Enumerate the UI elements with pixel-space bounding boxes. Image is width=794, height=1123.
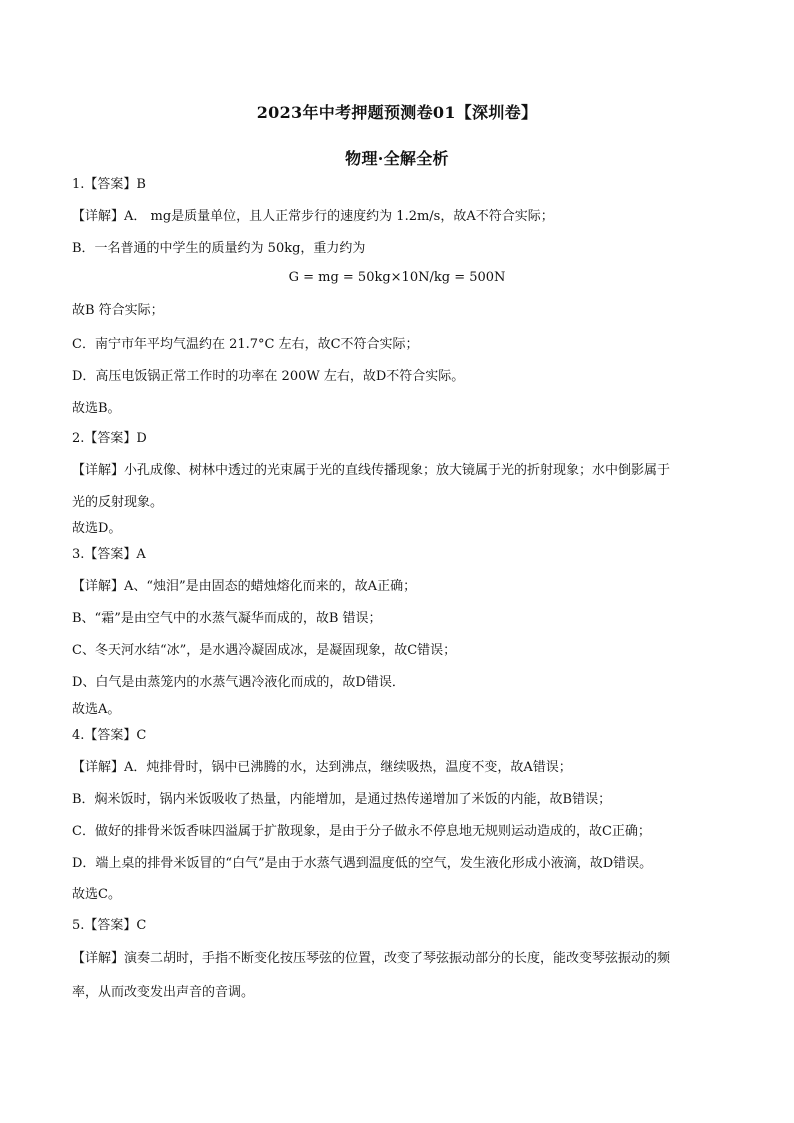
answer-3-heading: 3.【答案】A: [72, 547, 146, 562]
answer-1-detail-b: B．一名普通的中学生的质量约为 50kg，重力约为: [72, 241, 366, 256]
gravity-equation: G = mg = 50kg×10N/kg = 500N: [288, 270, 506, 285]
answer-1-detail-b-conclusion: 故B 符合实际；: [72, 303, 164, 318]
answer-1-detail-a: 【详解】A． mg是质量单位，且人正常步行的速度约为 1.2m/s，故A不符合实际；: [72, 209, 554, 224]
answer-5-detail-2: 率，从而改变发出声音的音调。: [72, 985, 255, 1000]
answer-1-heading: 1.【答案】B: [72, 177, 146, 192]
answer-1-detail-c: C．南宁市年平均气温约在 21.7°C 左右，故C不符合实际；: [72, 337, 419, 352]
answer-4-detail-a: 【详解】A．炖排骨时，锅中已沸腾的水，达到沸点，继续吸热，温度不变，故A错误；: [72, 760, 572, 775]
answer-4-detail-b: B．焖米饭时，锅内米饭吸收了热量，内能增加，是通过热传递增加了米饭的内能，故B错误；: [72, 792, 612, 807]
answer-4-heading: 4.【答案】C: [72, 728, 147, 743]
answer-1-choice: 故选B。: [72, 401, 121, 416]
answer-5-detail-1: 【详解】演奏二胡时，手指不断变化按压琴弦的位置，改变了琴弦振动部分的长度，能改变琴弦振动的频: [72, 951, 671, 966]
answer-4-detail-d: D．端上桌的排骨米饭冒的“白气”是由于水蒸气遇到温度低的空气，发生液化形成小液滴，故D错误。: [72, 856, 653, 871]
answer-2-detail-1: 【详解】小孔成像、树林中透过的光束属于光的直线传播现象；放大镜属于光的折射现象；水中倒影属于: [72, 463, 671, 478]
answer-3-detail-c: C、冬天河水结“冰”，是水遇冷凝固成冰，是凝固现象，故C错误；: [72, 643, 457, 658]
page-subtitle: 物理·全解全析: [345, 149, 449, 168]
answer-5-heading: 5.【答案】C: [72, 918, 147, 933]
page-title: 2023年中考押题预测卷01【深圳卷】: [256, 103, 538, 122]
answer-2-heading: 2.【答案】D: [72, 431, 147, 446]
answer-3-detail-d: D、白气是由蒸笼内的水蒸气遇冷液化而成的，故D错误．: [72, 675, 405, 690]
answer-3-detail-b: B、“霜”是由空气中的水蒸气凝华而成的，故B 错误；: [72, 611, 382, 626]
answer-2-detail-2: 光的反射现象。: [72, 495, 164, 510]
answer-2-choice: 故选D。: [72, 521, 122, 536]
answer-1-detail-d: D．高压电饭锅正常工作时的功率在 200W 左右，故D不符合实际。: [72, 369, 465, 384]
answer-3-detail-a: 【详解】A、“烛泪”是由固态的蜡烛熔化而来的，故A正确；: [72, 579, 417, 594]
answer-3-choice: 故选A。: [72, 702, 121, 717]
answer-4-choice: 故选C。: [72, 887, 121, 902]
answer-4-detail-c: C．做好的排骨米饭香味四溢属于扩散现象，是由于分子做永不停息地无规则运动造成的，故C正确；: [72, 824, 651, 839]
